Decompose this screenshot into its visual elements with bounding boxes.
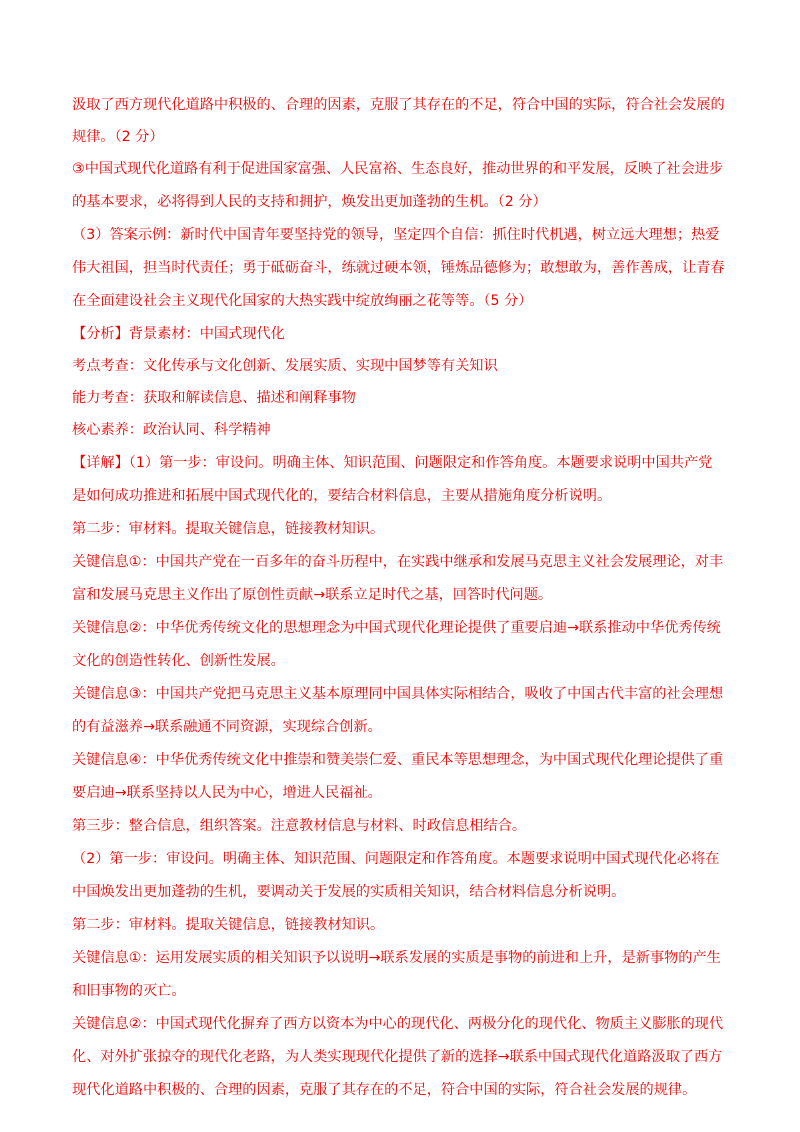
text-line: 的有益滋养→联系融通不同资源，实现综合创新。 bbox=[72, 719, 382, 735]
text-line: 和旧事物的灭亡。 bbox=[72, 983, 186, 999]
text-line: 富和发展马克思主义作出了原创性贡献→联系立足时代之基，回答时代问题。 bbox=[72, 587, 553, 603]
text-line: 的基本要求，必将得到人民的支持和拥护，焕发出更加蓬勃的生机。（2 分） bbox=[72, 194, 547, 210]
document-page bbox=[72, 95, 732, 1100]
text-line: 第三步：整合信息，组织答案。注意教材信息与材料、时政信息相结合。 bbox=[72, 818, 527, 834]
text-line: 关键信息①：中国共产党在一百多年的奋斗历程中，在实践中继承和发展马克思主义社会发展理论，对丰 bbox=[72, 554, 724, 570]
text-line: 关键信息④：中华优秀传统文化中推崇和赞美崇仁爱、重民本等思想理念，为中国式现代化理论提供了重 bbox=[72, 752, 724, 768]
text-line: 能力考查：获取和解读信息、描述和阐释事物 bbox=[72, 390, 356, 406]
text-line: 关键信息③：中国共产党把马克思主义基本原理同中国具体实际相结合，吸收了中国古代丰富的社会理想 bbox=[72, 686, 724, 702]
text-line: 关键信息②：中华优秀传统文化的思想理念为中国式现代化理论提供了重要启迪→联系推动中华优秀传统 bbox=[72, 620, 721, 636]
text-line: 考点考查：文化传承与文化创新、发展实质、实现中国梦等有关知识 bbox=[72, 358, 498, 374]
text-line: （2）第一步：审设问。明确主体、知识范围、问题限定和作答角度。本题要求说明中国式现代化必将在 bbox=[72, 851, 720, 867]
text-line: 核心素养：政治认同、科学精神 bbox=[72, 422, 271, 438]
text-line: 现代化道路中积极的、合理的因素，克服了其存在的不足，符合中国的实际，符合社会发展的规律。 bbox=[72, 1082, 697, 1098]
text-line: 第二步：审材料。提取关键信息，链接教材知识。 bbox=[72, 917, 385, 933]
text-line: 伟大祖国，担当时代责任；勇于砥砺奋斗，练就过硬本领，锤炼品德修为；敢想敢为，善作善成，让青春 bbox=[72, 260, 725, 276]
text-line: 规律。（2 分） bbox=[72, 129, 164, 145]
text-line: 汲取了西方现代化道路中积极的、合理的因素，克服了其存在的不足，符合中国的实际，符合社会发展的 bbox=[72, 97, 725, 113]
text-line: 第二步：审材料。提取关键信息，链接教材知识。 bbox=[72, 521, 385, 537]
text-line: 在全面建设社会主义现代化国家的大热实践中绽放绚丽之花等等。（5 分） bbox=[72, 293, 533, 309]
text-line: 文化的创造性转化、创新性发展。 bbox=[72, 653, 285, 669]
text-line: （3）答案示例：新时代中国青年要坚持党的领导，坚定四个自信：抓住时代机遇，树立远大理想；热爱 bbox=[72, 227, 720, 243]
text-line: 要启迪→联系坚持以人民为中心，增进人民福祉。 bbox=[72, 785, 382, 801]
text-line: 中国焕发出更加蓬勃的生机，要调动关于发展的实质相关知识，结合材料信息分析说明。 bbox=[72, 884, 626, 900]
text-line: ③中国式现代化道路有利于促进国家富强、人民富裕、生态良好，推动世界的和平发展，反映了社会进步 bbox=[72, 161, 724, 177]
text-line: 【分析】背景素材：中国式现代化 bbox=[72, 326, 285, 342]
text-line: 化、对外扩张掠夺的现代化老路，为人类实现现代化提供了新的选择→联系中国式现代化道路汲取了西方 bbox=[72, 1049, 723, 1065]
text-line: 【详解】（1）第一步：审设问。明确主体、知识范围、问题限定和作答角度。本题要求说明中国共产党 bbox=[72, 455, 713, 471]
text-line: 关键信息②：中国式现代化摒弃了西方以资本为中心的现代化、两极分化的现代化、物质主义膨胀的现代 bbox=[72, 1016, 724, 1032]
text-line: 是如何成功推进和拓展中国式现代化的，要结合材料信息，主要从措施角度分析说明。 bbox=[72, 488, 612, 504]
text-line: 关键信息①：运用发展实质的相关知识予以说明→联系发展的实质是事物的前进和上升，是新事物的产生 bbox=[72, 950, 721, 966]
